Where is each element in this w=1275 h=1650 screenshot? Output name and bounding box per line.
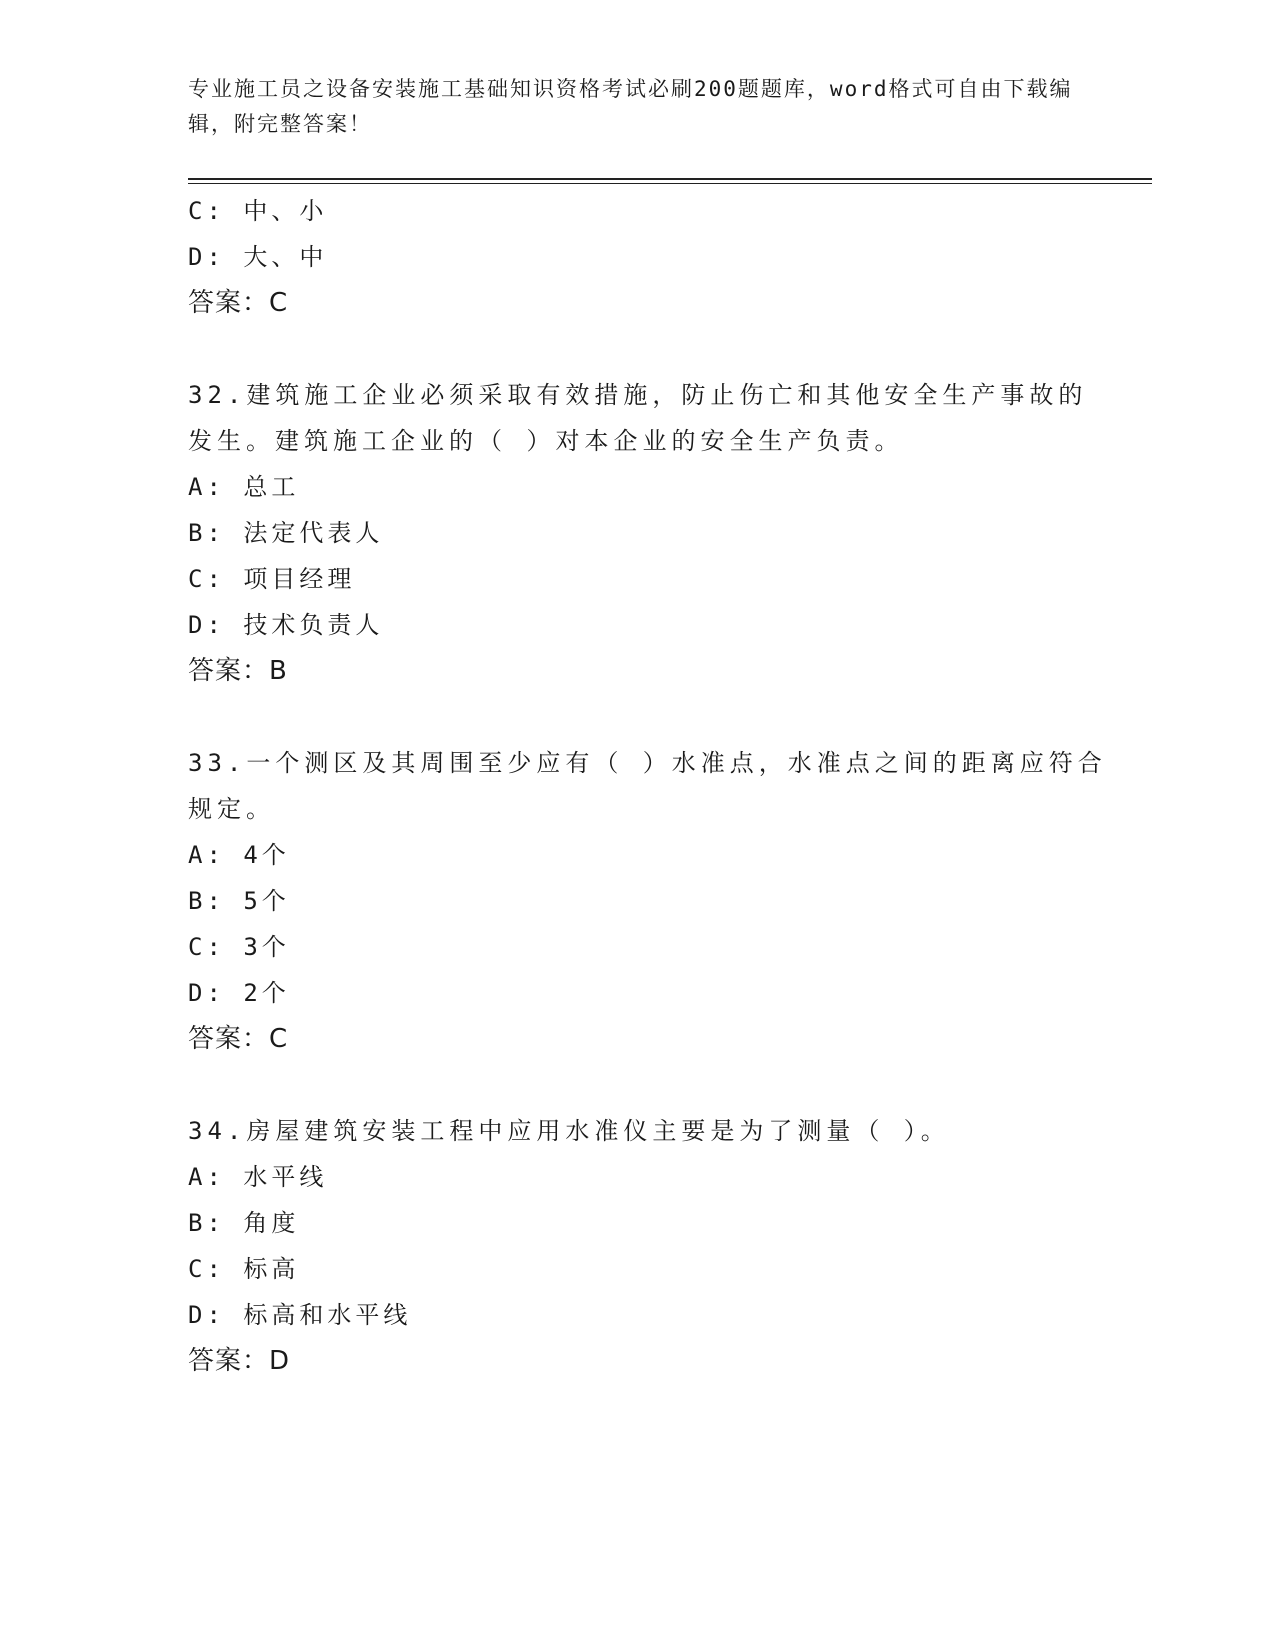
option-d: D: 标高和水平线 — [188, 1301, 412, 1329]
option-a: A: 总工 — [188, 473, 300, 501]
question-list — [188, 188, 1108, 1384]
option-b: B: 5个 — [188, 887, 290, 915]
answer-line: 答案：C — [188, 1024, 289, 1054]
option-a: A: 4个 — [188, 841, 290, 869]
option-b: B: 法定代表人 — [188, 519, 384, 547]
question-stem: 32.建筑施工企业必须采取有效措施，防止伤亡和其他安全生产事故的发生。建筑施工企业的（ ）对本企业的安全生产负责。 — [188, 381, 1088, 455]
option-a: A: 水平线 — [188, 1163, 328, 1191]
option-b: B: 角度 — [188, 1209, 300, 1237]
answer-line: 答案：C — [188, 288, 289, 318]
option-d: D: 技术负责人 — [188, 611, 384, 639]
question-stem: 33.一个测区及其周围至少应有（ ）水准点，水准点之间的距离应符合规定。 — [188, 749, 1107, 823]
option-c: C: 中、小 — [188, 197, 328, 225]
option-c: C: 标高 — [188, 1255, 300, 1283]
spacer — [188, 694, 1108, 740]
option-c: C: 项目经理 — [188, 565, 356, 593]
question-33 — [188, 740, 1108, 1062]
spacer — [188, 1062, 1108, 1108]
question-stem: 34.房屋建筑安装工程中应用水准仪主要是为了测量（ ）。 — [188, 1117, 950, 1145]
option-d: D: 大、中 — [188, 243, 328, 271]
spacer — [188, 326, 1108, 372]
question-34 — [188, 1108, 1108, 1384]
document-header: 专业施工员之设备安装施工基础知识资格考试必刷200题题库，word格式可自由下载编辑，附完整答案！ — [188, 77, 1073, 136]
answer-line: 答案：D — [188, 1346, 291, 1376]
question-32 — [188, 372, 1108, 694]
option-c: C: 3个 — [188, 933, 290, 961]
header-rule-thick — [188, 178, 1152, 180]
header-rule-thin — [188, 183, 1152, 184]
option-d: D: 2个 — [188, 979, 290, 1007]
question-31-tail — [188, 188, 1108, 326]
answer-line: 答案：B — [188, 656, 288, 686]
